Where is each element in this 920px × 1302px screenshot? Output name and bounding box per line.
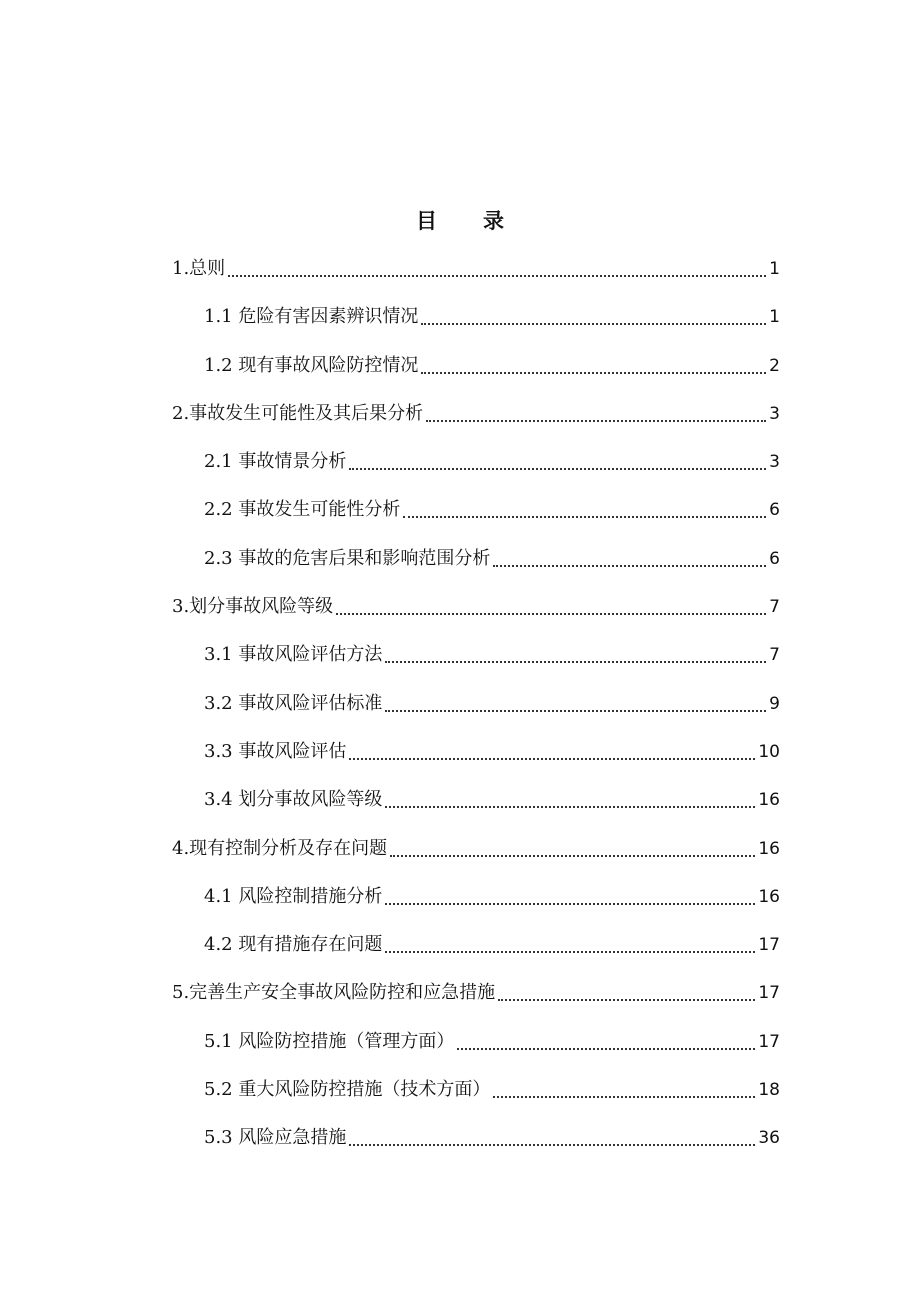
toc-entry-title: 1.总则 xyxy=(172,258,226,279)
toc-dot-leader xyxy=(493,1075,755,1098)
toc-dot-leader xyxy=(457,1027,755,1050)
toc-dot-leader xyxy=(493,544,766,567)
toc-entry[interactable] xyxy=(172,1123,780,1171)
toc-dot-leader xyxy=(349,447,766,470)
toc-entry-page-number: 17 xyxy=(758,1031,780,1052)
toc-entry-title: 3.3 事故风险评估 xyxy=(204,740,347,762)
toc-entry-page-number: 36 xyxy=(758,1128,780,1149)
toc-entry[interactable] xyxy=(172,978,780,1026)
toc-entry-page-number: 6 xyxy=(769,500,780,521)
toc-entry[interactable] xyxy=(172,834,780,882)
toc-dot-leader xyxy=(385,689,766,712)
toc-entry[interactable] xyxy=(172,1027,780,1075)
toc-entry-title: 2.1 事故情景分析 xyxy=(204,451,347,473)
toc-entry-title: 2.事故发生可能性及其后果分析 xyxy=(172,402,424,424)
toc-entry[interactable] xyxy=(172,882,780,930)
toc-entry[interactable] xyxy=(172,640,780,688)
toc-dot-leader xyxy=(426,399,766,422)
toc-entry[interactable] xyxy=(172,592,780,640)
toc-title-char-1: 目 xyxy=(416,208,437,233)
toc-dot-leader xyxy=(421,351,766,374)
toc-entry-page-number: 16 xyxy=(758,790,780,811)
toc-dot-leader xyxy=(403,495,766,518)
toc-dot-leader xyxy=(228,254,766,277)
toc-entry[interactable] xyxy=(172,930,780,978)
toc-entry-page-number: 17 xyxy=(758,983,780,1004)
toc-dot-leader xyxy=(336,592,766,615)
toc-entry[interactable] xyxy=(172,447,780,495)
toc-entry-title: 5.1 风险防控措施（管理方面） xyxy=(204,1030,455,1052)
toc-dot-leader xyxy=(349,737,755,760)
toc-entry-page-number: 1 xyxy=(769,259,780,279)
toc-entry[interactable] xyxy=(172,544,780,592)
toc-entry[interactable] xyxy=(172,351,780,399)
toc-entry-page-number: 1 xyxy=(769,307,780,328)
toc-dot-leader xyxy=(421,302,766,325)
toc-entry-page-number: 16 xyxy=(758,886,780,907)
toc-entry-page-number: 6 xyxy=(769,548,780,569)
toc-entry-title: 3.1 事故风险评估方法 xyxy=(204,644,383,666)
toc-title xyxy=(0,205,920,235)
toc-dot-leader xyxy=(349,1123,755,1146)
toc-entry[interactable] xyxy=(172,785,780,833)
toc-dot-leader xyxy=(498,978,755,1001)
toc-entry-page-number: 9 xyxy=(769,693,780,714)
toc-entry-title: 5.2 重大风险防控措施（技术方面） xyxy=(204,1079,491,1101)
toc-entry[interactable] xyxy=(172,254,780,302)
toc-entry-title: 1.1 危险有害因素辨识情况 xyxy=(204,306,419,328)
toc-title-char-2: 录 xyxy=(483,208,504,233)
toc-entry-page-number: 3 xyxy=(769,452,780,473)
toc-entry[interactable] xyxy=(172,495,780,543)
toc-entry-page-number: 2 xyxy=(769,355,780,376)
toc-entry[interactable] xyxy=(172,302,780,350)
toc-entry-title: 4.现有控制分析及存在问题 xyxy=(172,837,388,859)
toc-entry[interactable] xyxy=(172,1075,780,1123)
toc-dot-leader xyxy=(385,882,755,905)
toc-entry-title: 2.2 事故发生可能性分析 xyxy=(204,499,401,521)
toc-entry-page-number: 17 xyxy=(758,935,780,956)
toc-entry-title: 5.3 风险应急措施 xyxy=(204,1127,347,1149)
toc-entry-page-number: 18 xyxy=(758,1080,780,1101)
toc-dot-leader xyxy=(385,785,755,808)
toc-entry-page-number: 7 xyxy=(769,645,780,666)
toc-dot-leader xyxy=(385,640,766,663)
toc-entry[interactable] xyxy=(172,689,780,737)
toc-entry-page-number: 16 xyxy=(758,838,780,859)
toc-entry[interactable] xyxy=(172,399,780,447)
toc-entry-title: 3.4 划分事故风险等级 xyxy=(204,789,383,811)
toc-entry-title: 5.完善生产安全事故风险防控和应急措施 xyxy=(172,982,496,1004)
toc-entry-title: 1.2 现有事故风险防控情况 xyxy=(204,354,419,376)
toc-entry-title: 4.2 现有措施存在问题 xyxy=(204,934,383,956)
toc-entry-title: 3.划分事故风险等级 xyxy=(172,596,334,618)
toc-dot-leader xyxy=(385,930,755,953)
toc-entry-page-number: 7 xyxy=(769,597,780,618)
toc-entry-title: 3.2 事故风险评估标准 xyxy=(204,692,383,714)
toc-entry-title: 4.1 风险控制措施分析 xyxy=(204,885,383,907)
toc-entry[interactable] xyxy=(172,737,780,785)
toc-entry-page-number: 3 xyxy=(769,403,780,424)
toc-list xyxy=(172,254,780,1172)
toc-entry-page-number: 10 xyxy=(758,741,780,762)
toc-entry-title: 2.3 事故的危害后果和影响范围分析 xyxy=(204,547,491,569)
toc-dot-leader xyxy=(390,834,755,857)
